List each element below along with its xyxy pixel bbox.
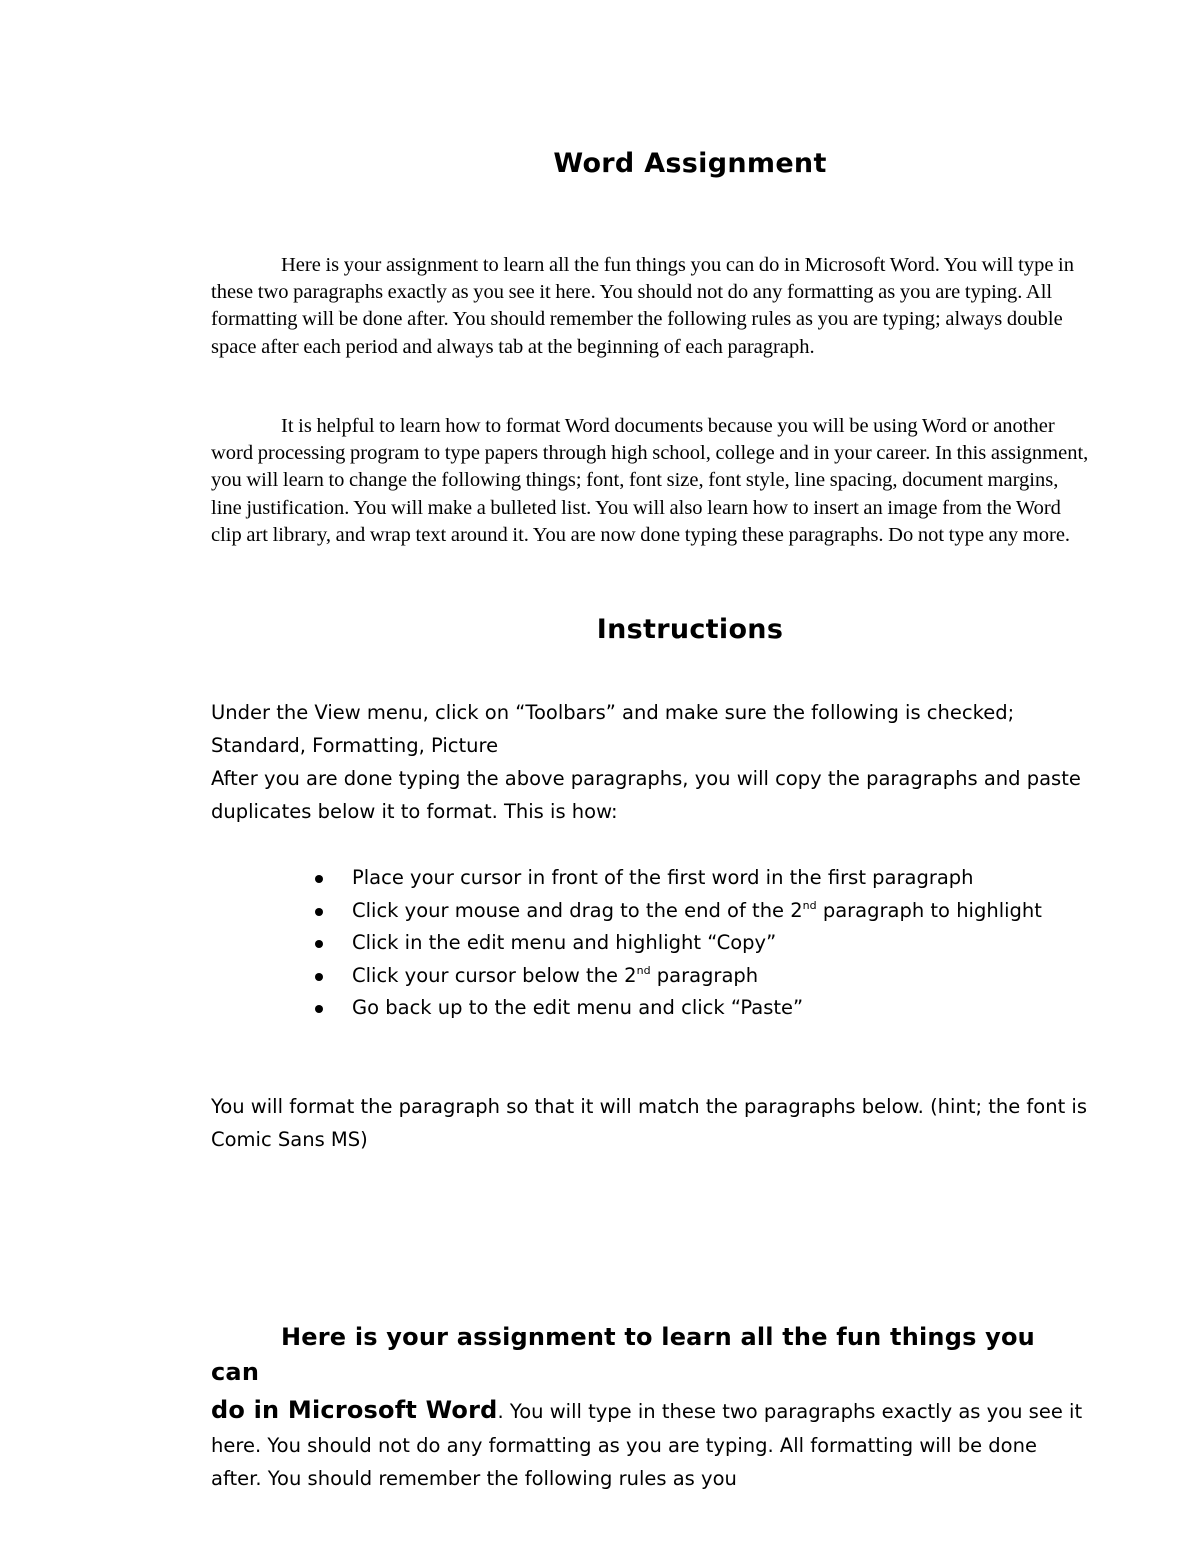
format-instruction: You will format the paragraph so that it will match the paragraphs below. (hint; the font is Comic Sans MS) (211, 1095, 1088, 1151)
formatted-bold-text-2: do in Microsoft Word (211, 1396, 498, 1424)
formatted-paragraph (211, 1321, 1091, 1496)
ordinal-suffix: nd (636, 963, 651, 977)
formatted-line-2 (211, 1394, 1091, 1496)
list-item-text: Click in the edit menu and highlight “Copy” (352, 931, 777, 955)
body-paragraph-1 (211, 252, 1091, 361)
document-title: Word Assignment (553, 148, 827, 179)
formatted-regular-text: . You will type in these two paragraphs exactly as you see it here. You should not do any formatting as you are typing. All formatting will be done after. You should remember the following rules as you (211, 1400, 1083, 1490)
list-item-text: Go back up to the edit menu and click “Paste” (352, 996, 804, 1020)
list-item-text: Click your cursor below the 2 (352, 963, 637, 987)
bullet-icon (315, 973, 323, 981)
bulleted-list (300, 862, 1060, 1025)
bullet-icon (315, 1005, 323, 1013)
instructions-heading: Instructions (596, 614, 784, 645)
list-item (300, 895, 1060, 928)
list-item-text: Place your cursor in front of the first word in the first paragraph (352, 866, 974, 889)
body-paragraph-2-text: It is helpful to learn how to format Word documents because you will be using Word or another word processing program to type papers through high school, college and in your career. In this assignment, you will learn to change the following things; font, font size, font style, line spacing, document margins, line justification. You will make a bulleted list. You will also learn how to insert an image from the Word clip art library, and wrap text around it. You are now done typing these paragraphs. Do not type any more. (211, 415, 1089, 546)
view-menu-instruction: Under the View menu, click on “Toolbars” and make sure the following is checked; Standard, Formatting, Picture (211, 701, 1015, 757)
formatted-bold-text-1: Here is your assignment to learn all the fun things you can (211, 1323, 1035, 1386)
list-item (300, 992, 1060, 1025)
list-item-text: paragraph (650, 963, 759, 987)
body-paragraph-2 (211, 413, 1091, 549)
bullet-icon (315, 875, 323, 883)
ordinal-suffix: nd (802, 898, 817, 912)
list-item-text: paragraph to highlight (816, 898, 1042, 922)
copy-instruction: After you are done typing the above paragraphs, you will copy the paragraphs and paste duplicates below it to format. This is how: (211, 767, 1081, 823)
list-item (300, 960, 1060, 993)
list-item-text: Click your mouse and drag to the end of the 2 (352, 898, 803, 922)
bullet-icon (315, 908, 323, 916)
list-item (300, 927, 1060, 960)
list-item (300, 862, 1060, 895)
body-paragraph-1-text: Here is your assignment to learn all the fun things you can do in Microsoft Word. You will type in these two paragraphs exactly as you see it here. You should not do any formatting as you are typing. All formatting will be done after. You should remember the following rules as you are typing; always double space after each period and always tab at the beginning of each paragraph. (211, 254, 1074, 358)
bullet-icon (315, 940, 323, 948)
